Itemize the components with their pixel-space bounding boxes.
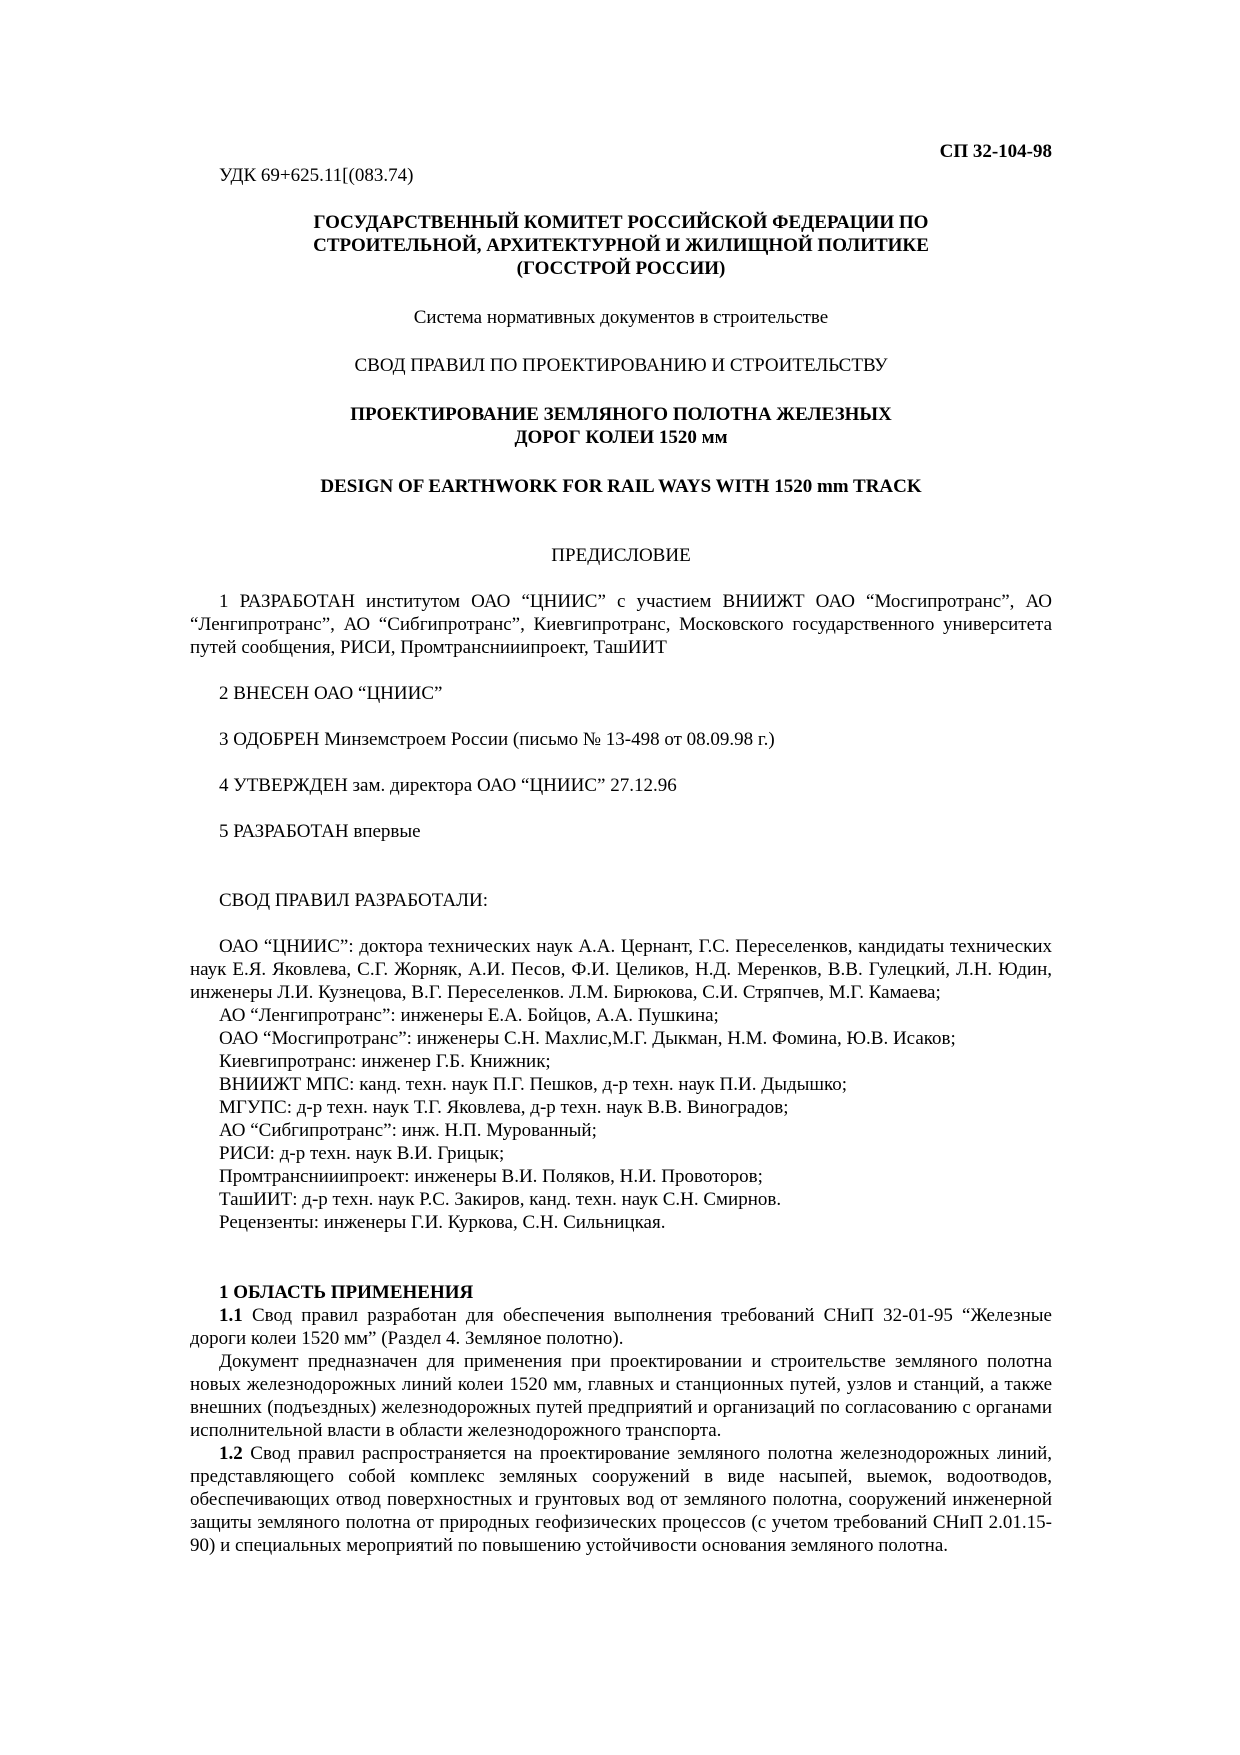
- developer-line: ОАО “Мосгипротранс”: инженеры С.Н. Махлис,М.Г. Дыкман, Н.М. Фомина, Ю.В. Исаков;: [219, 1028, 956, 1049]
- developer-line: РИСИ: д-р техн. наук В.И. Грицык;: [219, 1143, 505, 1164]
- preface-item-3: 3 ОДОБРЕН Минземстроем России (письмо № 13-498 от 08.09.98 г.): [219, 729, 775, 750]
- document-title-line-1: ПРОЕКТИРОВАНИЕ ЗЕМЛЯНОГО ПОЛОТНА ЖЕЛЕЗНЫХ: [350, 404, 892, 425]
- section-1-title: 1 ОБЛАСТЬ ПРИМЕНЕНИЯ: [219, 1282, 474, 1303]
- committee-line-3: (ГОССТРОЙ РОССИИ): [516, 258, 726, 279]
- developer-line: МГУПС: д-р техн. наук Т.Г. Яковлева, д-р техн. наук В.В. Виноградов;: [219, 1097, 789, 1118]
- developer-line: Промтранснииипроект: инженеры В.И. Поляков, Н.И. Провоторов;: [219, 1166, 763, 1187]
- developers-title: СВОД ПРАВИЛ РАЗРАБОТАЛИ:: [219, 890, 488, 911]
- clause-1-2: [190, 1442, 1052, 1557]
- document-title: [190, 403, 1052, 449]
- developer-line: ТашИИТ: д-р техн. наук Р.С. Закиров, канд. техн. наук С.Н. Смирнов.: [219, 1189, 782, 1210]
- clause-text: Свод правил разработан для обеспечения выполнения требований СНиП 32-01-95 “Железные дороги колеи 1520 мм” (Раздел 4. Земляное полотно).: [190, 1305, 1052, 1349]
- preface-title: ПРЕДИСЛОВИЕ: [551, 545, 691, 566]
- document-page: [190, 140, 1052, 1557]
- system-line: Система нормативных документов в строительстве: [413, 307, 829, 328]
- document-title-line-2: ДОРОГ КОЛЕИ 1520 мм: [514, 427, 728, 448]
- committee-line-2: СТРОИТЕЛЬНОЙ, АРХИТЕКТУРНОЙ И ЖИЛИЩНОЙ ПОЛИТИКЕ: [313, 235, 929, 256]
- preface-item-4: 4 УТВЕРЖДЕН зам. директора ОАО “ЦНИИС” 27.12.96: [219, 775, 677, 796]
- developer-line: ВНИИЖТ МПС: канд. техн. наук П.Г. Пешков, д-р техн. наук П.И. Дыдышко;: [219, 1074, 848, 1095]
- developer-line: Киевгипротранс: инженер Г.Б. Книжник;: [219, 1051, 551, 1072]
- clause-1-1: [190, 1304, 1052, 1350]
- preface-item-5: 5 РАЗРАБОТАН впервые: [219, 821, 421, 842]
- preface-item-2: 2 ВНЕСЕН ОАО “ЦНИИС”: [219, 683, 443, 704]
- clause-text: Свод правил распространяется на проектирование земляного полотна железнодорожных линий, представляющего собой комплекс земляных сооружений в виде насыпей, выемок, водоотводов, обеспечивающих отвод поверхностных и грунтовых вод от земляного полотна, сооружений инженерной защиты земляного полотна от природных геофизических процессов (с учетом требований СНиП 2.01.15-90) и специальных мероприятий по повышению устойчивости основания земляного полотна.: [190, 1443, 1052, 1556]
- document-code: СП 32-104-98: [939, 141, 1052, 162]
- committee-heading: [190, 211, 1052, 280]
- preface-item-1: 1 РАЗРАБОТАН институтом ОАО “ЦНИИС” с участием ВНИИЖТ ОАО “Мосгипротранс”, АО “Ленгипротранс”, АО “Сибгипротранс”, Киевгипротранс, Московского государственного университета путей сообщения, РИСИ, Промтранснииипроект, ТашИИТ: [190, 591, 1052, 658]
- clause-number: 1.1: [219, 1305, 243, 1326]
- developer-line: АО “Ленгипротранс”: инженеры Е.А. Бойцов, А.А. Пушкина;: [219, 1005, 719, 1026]
- committee-line-1: ГОСУДАРСТВЕННЫЙ КОМИТЕТ РОССИЙСКОЙ ФЕДЕРАЦИИ ПО: [313, 212, 929, 233]
- clause-number: 1.2: [219, 1443, 243, 1464]
- udc-code: УДК 69+625.11[(083.74): [219, 165, 414, 186]
- english-title: DESIGN OF EARTHWORK FOR RAIL WAYS WITH 1520 mm TRACK: [320, 476, 922, 497]
- svod-title: СВОД ПРАВИЛ ПО ПРОЕКТИРОВАНИЮ И СТРОИТЕЛЬСТВУ: [354, 355, 888, 376]
- developer-line: АО “Сибгипротранс”: инж. Н.П. Мурованный;: [219, 1120, 597, 1141]
- reviewers-line: Рецензенты: инженеры Г.И. Куркова, С.Н. Сильницкая.: [219, 1212, 666, 1233]
- clause-1-1-paragraph-2: Документ предназначен для применения при проектировании и строительстве земляного полотна новых железнодорожных линий колеи 1520 мм, главных и станционных путей, узлов и станций, а также внешних (подъездных) железнодорожных путей предприятий и организаций по согласованию с органами исполнительной власти в области железнодорожного транспорта.: [190, 1351, 1052, 1441]
- developers-cniis: ОАО “ЦНИИС”: доктора технических наук А.А. Цернант, Г.С. Переселенков, кандидаты технических наук Е.Я. Яковлева, С.Г. Жорняк, А.И. Песов, Ф.И. Целиков, Н.Д. Меренков, В.В. Гулецкий, Л.Н. Юдин, инженеры Л.И. Кузнецова, В.Г. Переселенков. Л.М. Бирюкова, С.И. Стряпчев, М.Г. Камаева;: [190, 936, 1052, 1003]
